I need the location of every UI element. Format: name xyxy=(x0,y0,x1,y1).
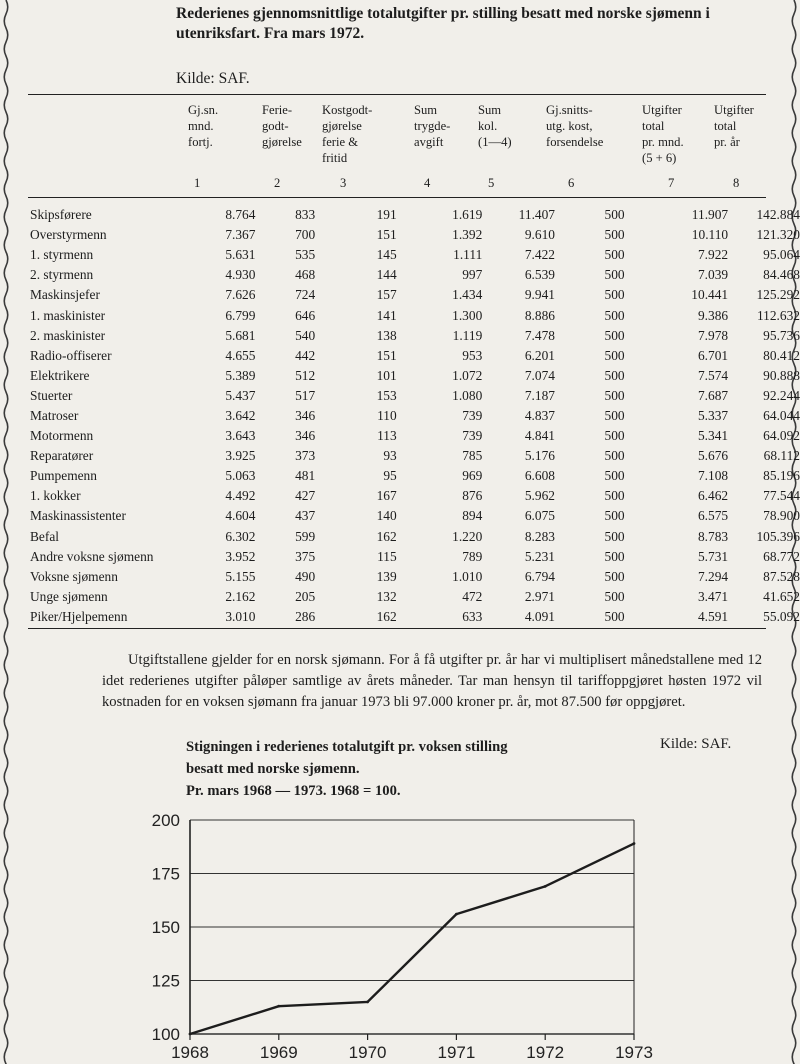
cell-col-3: 93 xyxy=(383,448,397,464)
cell-col-1: 5.155 xyxy=(225,568,256,584)
cell-col-1: 4.655 xyxy=(225,347,256,363)
row-label: Stuerter xyxy=(30,387,73,403)
cell-col-1: 8.764 xyxy=(225,207,256,223)
cell-col-5: 6.608 xyxy=(524,468,555,484)
cell-col-5: 6.075 xyxy=(524,508,555,524)
cell-col-6: 500 xyxy=(604,407,625,423)
cell-col-6: 500 xyxy=(604,207,625,223)
cell-col-3: 115 xyxy=(377,548,397,564)
cell-col-6: 500 xyxy=(604,468,625,484)
cell-col-5: 4.837 xyxy=(524,407,555,423)
column-number-3: 3 xyxy=(340,176,347,190)
row-label: 2. styrmenn xyxy=(30,267,94,283)
cell-col-1: 4.930 xyxy=(225,267,256,283)
cell-col-8: 85.196 xyxy=(763,468,800,484)
row-label: Befal xyxy=(30,528,59,544)
cell-col-1: 5.389 xyxy=(225,367,256,383)
column-number-5: 5 xyxy=(488,176,495,190)
cell-col-6: 500 xyxy=(604,267,625,283)
cell-col-2: 205 xyxy=(295,588,316,604)
cell-col-5: 6.539 xyxy=(524,267,555,283)
cell-col-5: 9.941 xyxy=(524,287,555,303)
y-tick-label: 150 xyxy=(151,918,180,937)
cell-col-3: 162 xyxy=(376,528,397,544)
cell-col-6: 500 xyxy=(604,327,625,343)
cell-col-4: 1.111 xyxy=(453,247,483,263)
cell-col-8: 95.064 xyxy=(763,247,800,263)
column-number-4: 4 xyxy=(424,176,431,190)
cell-col-8: 112.632 xyxy=(756,307,800,323)
cell-col-3: 140 xyxy=(376,508,397,524)
cell-col-2: 346 xyxy=(295,428,316,444)
table-title: Rederienes gjennomsnittlige totalutgifter pr. stilling besatt med norske sjømenn i utenriksfart. Fra mars 1972. xyxy=(176,5,710,42)
cell-col-5: 4.091 xyxy=(524,608,555,624)
y-tick-label: 200 xyxy=(151,811,180,830)
cell-col-7: 9.386 xyxy=(697,307,729,323)
cell-col-2: 468 xyxy=(295,267,316,283)
cell-col-1: 2.162 xyxy=(225,588,256,604)
cell-col-3: 145 xyxy=(376,247,397,263)
column-number-2: 2 xyxy=(274,176,281,190)
column-header-1: Gj.sn. mnd. fortj. xyxy=(188,103,219,149)
cell-col-5: 6.201 xyxy=(524,347,555,363)
cell-col-5: 5.962 xyxy=(524,488,555,504)
table-source: Kilde: SAF. xyxy=(176,70,250,87)
cell-col-6: 500 xyxy=(604,347,625,363)
cell-col-7: 5.341 xyxy=(697,428,729,444)
cell-col-4: 1.392 xyxy=(452,227,483,243)
row-label: 1. styrmenn xyxy=(30,247,94,263)
x-tick-label: 1970 xyxy=(348,1043,387,1062)
cell-col-6: 500 xyxy=(604,568,625,584)
row-label: 1. kokker xyxy=(30,488,81,504)
cell-col-8: 64.044 xyxy=(763,407,800,423)
cell-col-7: 10.110 xyxy=(691,227,729,243)
row-label: Unge sjømenn xyxy=(30,588,108,604)
cell-col-7: 5.337 xyxy=(697,407,729,423)
cell-col-4: 953 xyxy=(462,347,483,363)
cell-col-3: 151 xyxy=(376,227,397,243)
series-point xyxy=(366,1001,369,1004)
cell-col-6: 500 xyxy=(604,508,625,524)
cell-col-7: 7.687 xyxy=(697,387,729,403)
cell-col-4: 1.300 xyxy=(452,307,483,323)
cell-col-7: 7.574 xyxy=(697,367,729,383)
row-label: Radio-offiserer xyxy=(30,347,112,363)
column-header-8: Utgifter total pr. år xyxy=(714,103,754,149)
row-label: Overstyrmenn xyxy=(30,227,107,243)
column-header-5: Sum kol. (1—4) xyxy=(478,103,512,149)
cell-col-3: 153 xyxy=(376,387,397,403)
cell-col-5: 8.283 xyxy=(524,528,555,544)
column-header-7: Utgifter total pr. mnd. (5 + 6) xyxy=(642,103,684,165)
cell-col-2: 833 xyxy=(295,207,316,223)
cell-col-7: 7.108 xyxy=(697,468,729,484)
cell-col-5: 7.187 xyxy=(524,387,555,403)
cell-col-3: 113 xyxy=(377,428,397,444)
row-label: 2. maskinister xyxy=(30,327,106,343)
cell-col-8: 78.900 xyxy=(763,508,800,524)
cell-col-7: 7.978 xyxy=(697,327,729,343)
series-point xyxy=(544,885,547,888)
cell-col-8: 142.884 xyxy=(756,207,800,223)
column-number-6: 6 xyxy=(568,176,575,190)
cell-col-8: 77.544 xyxy=(763,488,800,504)
cell-col-4: 785 xyxy=(462,448,483,464)
cell-col-4: 876 xyxy=(462,488,483,504)
cell-col-5: 6.794 xyxy=(524,568,555,584)
x-tick-label: 1971 xyxy=(437,1043,476,1062)
cell-col-7: 10.441 xyxy=(691,287,729,303)
cell-col-6: 500 xyxy=(604,608,625,624)
cell-col-3: 144 xyxy=(376,267,397,283)
y-tick-label: 100 xyxy=(151,1025,180,1044)
series-point xyxy=(277,1005,280,1008)
cell-col-7: 5.731 xyxy=(697,548,729,564)
cell-col-8: 41.652 xyxy=(763,588,800,604)
cell-col-3: 157 xyxy=(376,287,397,303)
cell-col-6: 500 xyxy=(604,528,625,544)
cell-col-5: 4.841 xyxy=(524,428,555,444)
cell-col-8: 87.528 xyxy=(763,568,800,584)
cell-col-5: 7.074 xyxy=(524,367,555,383)
cell-col-1: 5.631 xyxy=(225,247,256,263)
cell-col-6: 500 xyxy=(604,488,625,504)
column-number-8: 8 xyxy=(733,176,740,190)
cell-col-8: 68.772 xyxy=(763,548,800,564)
cell-col-6: 500 xyxy=(604,227,625,243)
cell-col-7: 7.294 xyxy=(697,568,729,584)
cell-col-4: 472 xyxy=(462,588,483,604)
cell-col-2: 512 xyxy=(295,367,316,383)
cell-col-1: 7.626 xyxy=(225,287,256,303)
cell-col-1: 3.952 xyxy=(225,548,256,564)
cell-col-7: 8.783 xyxy=(697,528,729,544)
cell-col-7: 7.039 xyxy=(697,267,729,283)
cell-col-1: 3.925 xyxy=(225,448,256,464)
row-label: Maskinsjefer xyxy=(30,287,100,303)
row-label: Voksne sjømenn xyxy=(30,568,118,584)
y-tick-label: 125 xyxy=(151,971,180,991)
cell-col-5: 7.478 xyxy=(524,327,555,343)
x-tick-label: 1969 xyxy=(259,1043,298,1062)
row-label: Reparatører xyxy=(30,448,94,464)
cell-col-4: 1.080 xyxy=(452,387,483,403)
cell-col-5: 8.886 xyxy=(524,307,555,323)
cell-col-4: 894 xyxy=(462,508,483,524)
cell-col-4: 1.434 xyxy=(452,287,483,303)
x-tick-label: 1973 xyxy=(615,1043,653,1062)
cell-col-5: 9.610 xyxy=(524,227,555,243)
series-point xyxy=(633,842,636,845)
cell-col-4: 969 xyxy=(462,468,483,484)
cell-col-8: 105.396 xyxy=(756,528,800,544)
cell-col-4: 997 xyxy=(462,267,483,283)
cell-col-3: 138 xyxy=(376,327,397,343)
cell-col-5: 11.407 xyxy=(518,207,555,223)
cell-col-7: 3.471 xyxy=(697,588,729,604)
column-number-7: 7 xyxy=(668,176,675,190)
cell-col-3: 162 xyxy=(376,608,397,624)
cell-col-5: 5.176 xyxy=(524,448,555,464)
cell-col-1: 5.437 xyxy=(225,387,256,403)
cell-col-2: 442 xyxy=(295,347,316,363)
cell-col-5: 5.231 xyxy=(524,548,555,564)
cell-col-4: 1.220 xyxy=(452,528,483,544)
cell-col-2: 599 xyxy=(295,528,316,544)
cell-col-2: 437 xyxy=(295,508,316,524)
cell-col-1: 6.799 xyxy=(225,307,256,323)
cell-col-1: 6.302 xyxy=(225,528,256,544)
row-label: 1. maskinister xyxy=(30,307,106,323)
cell-col-5: 2.971 xyxy=(524,588,555,604)
row-label: Andre voksne sjømenn xyxy=(30,548,154,564)
cell-col-3: 110 xyxy=(377,407,397,423)
x-tick-label: 1972 xyxy=(526,1043,565,1062)
cell-col-5: 7.422 xyxy=(524,247,555,263)
cell-col-6: 500 xyxy=(604,428,625,444)
cell-col-3: 101 xyxy=(376,367,397,383)
cell-col-2: 700 xyxy=(295,227,316,243)
explanatory-paragraph: Utgiftstallene gjelder for en norsk sjømann. For å få utgifter pr. år har vi multiplisert månedstallene med 12 idet rederienes utgifter påløper samtlige av årets måneder. Tar man hensyn til tariffoppgjøret høsten 1972 vil kostnaden for en voksen sjømann fra januar 1973 bli 97.000 kroner pr. år, mot 87.500 før oppgjøret. xyxy=(102,652,762,710)
cell-col-8: 84.468 xyxy=(763,267,800,283)
cell-col-1: 4.604 xyxy=(225,508,256,524)
cell-col-8: 55.092 xyxy=(763,608,800,624)
cell-col-3: 95 xyxy=(383,468,397,484)
column-header-4: Sum trygde- avgift xyxy=(414,103,451,149)
cell-col-4: 789 xyxy=(462,548,483,564)
cell-col-3: 191 xyxy=(376,207,397,223)
cell-col-2: 490 xyxy=(295,568,316,584)
cell-col-4: 1.072 xyxy=(452,367,483,383)
cell-col-4: 1.619 xyxy=(452,207,483,223)
cell-col-6: 500 xyxy=(604,387,625,403)
cell-col-1: 5.681 xyxy=(225,327,256,343)
series-point xyxy=(189,1033,192,1036)
cell-col-4: 739 xyxy=(462,407,483,423)
cell-col-8: 68.112 xyxy=(763,448,800,464)
cell-col-4: 739 xyxy=(462,428,483,444)
column-header-3: Kostgodt- gjørelse ferie & fritid xyxy=(322,103,373,165)
cell-col-3: 151 xyxy=(376,347,397,363)
cell-col-2: 540 xyxy=(295,327,316,343)
row-label: Pumpemenn xyxy=(30,468,97,484)
cell-col-7: 6.462 xyxy=(697,488,729,504)
row-label: Elektrikere xyxy=(30,367,90,383)
cell-col-8: 90.888 xyxy=(763,367,800,383)
cell-col-4: 633 xyxy=(462,608,483,624)
cell-col-8: 64.092 xyxy=(763,428,800,444)
cell-col-6: 500 xyxy=(604,367,625,383)
row-label: Piker/Hjelpemenn xyxy=(30,608,128,624)
row-label: Matroser xyxy=(30,407,79,423)
cell-col-4: 1.010 xyxy=(452,568,483,584)
cell-col-7: 6.575 xyxy=(697,508,729,524)
series-point xyxy=(455,913,458,916)
cell-col-2: 517 xyxy=(295,387,316,403)
cell-col-1: 3.643 xyxy=(225,428,256,444)
column-header-6: Gj.snitts- utg. kost, forsendelse xyxy=(546,103,604,149)
cell-col-6: 500 xyxy=(604,287,625,303)
cell-col-8: 80.412 xyxy=(763,347,800,363)
cell-col-1: 7.367 xyxy=(225,227,256,243)
cell-col-7: 11.907 xyxy=(691,207,729,223)
cell-col-4: 1.119 xyxy=(452,327,483,343)
x-tick-label: 1968 xyxy=(171,1043,209,1062)
y-tick-label: 175 xyxy=(151,864,180,884)
cell-col-7: 5.676 xyxy=(697,448,729,464)
cell-col-7: 7.922 xyxy=(697,247,729,263)
cell-col-3: 132 xyxy=(376,588,397,604)
cell-col-6: 500 xyxy=(604,448,625,464)
cell-col-1: 3.010 xyxy=(225,608,256,624)
cell-col-7: 6.701 xyxy=(697,347,729,363)
column-header-2: Ferie- godt- gjørelse xyxy=(262,103,302,149)
column-number-1: 1 xyxy=(194,176,201,190)
cell-col-8: 95.736 xyxy=(763,327,800,343)
cell-col-2: 481 xyxy=(295,468,316,484)
cell-col-2: 375 xyxy=(295,548,316,564)
cell-col-2: 646 xyxy=(295,307,316,323)
cell-col-2: 373 xyxy=(295,448,316,464)
row-label: Skipsførere xyxy=(30,207,92,223)
cell-col-8: 92.244 xyxy=(763,387,800,403)
cell-col-6: 500 xyxy=(604,307,625,323)
cell-col-3: 167 xyxy=(376,488,397,504)
cell-col-2: 286 xyxy=(295,608,316,624)
cell-col-2: 427 xyxy=(295,488,316,504)
cell-col-6: 500 xyxy=(604,548,625,564)
row-label: Maskinassistenter xyxy=(30,508,126,524)
cell-col-2: 724 xyxy=(295,287,316,303)
cell-col-6: 500 xyxy=(604,588,625,604)
cell-col-6: 500 xyxy=(604,247,625,263)
cell-col-1: 4.492 xyxy=(225,488,256,504)
cell-col-8: 121.320 xyxy=(756,227,800,243)
cell-col-3: 141 xyxy=(376,307,397,323)
cell-col-1: 3.642 xyxy=(225,407,256,423)
cell-col-1: 5.063 xyxy=(225,468,256,484)
chart-title: Stigningen i rederienes totalutgift pr. voksen stilling besatt med norske sjømenn. Pr. mars 1968 — 1973. 1968 = 100. xyxy=(186,739,508,799)
chart-source: Kilde: SAF. xyxy=(660,736,732,752)
cell-col-8: 125.292 xyxy=(756,287,800,303)
series-line xyxy=(190,844,634,1034)
cell-col-3: 139 xyxy=(376,568,397,584)
cell-col-7: 4.591 xyxy=(697,608,729,624)
row-label: Motormenn xyxy=(30,428,94,444)
cell-col-2: 346 xyxy=(295,407,316,423)
cell-col-2: 535 xyxy=(295,247,316,263)
